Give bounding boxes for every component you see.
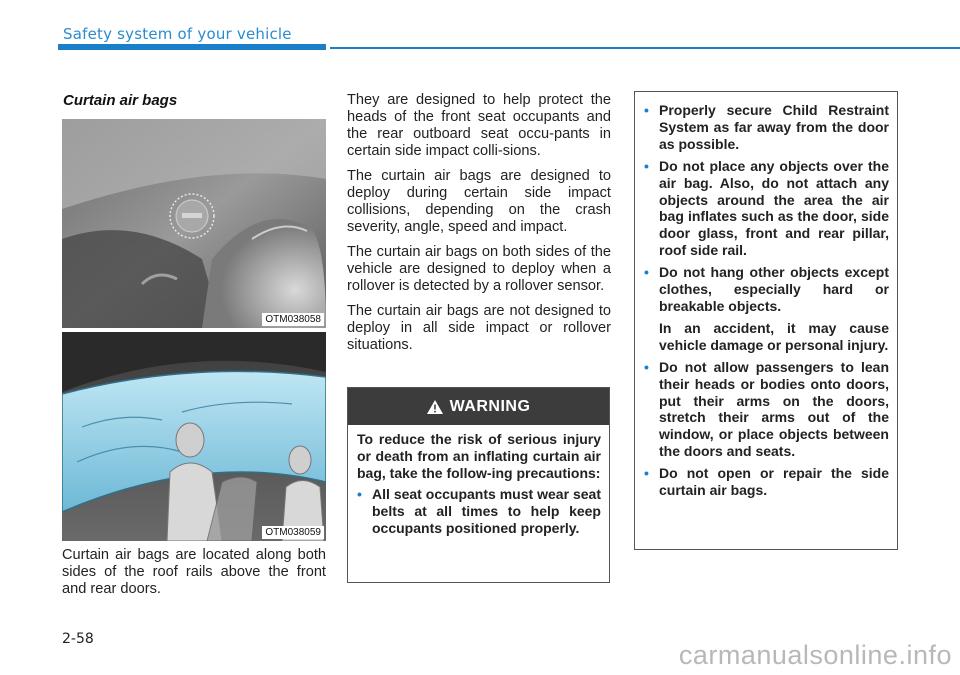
header-rule-thick — [58, 44, 326, 50]
page-heading: Curtain air bags — [63, 92, 178, 109]
bullet-icon: • — [357, 486, 362, 503]
bullet-icon: • — [644, 157, 649, 174]
watermark: carmanualsonline.info — [678, 640, 952, 670]
warning-intro: To reduce the risk of serious injury or death from an inflating curtain air bag, take the follow-ing precautions: — [357, 431, 601, 481]
warning-triangle-icon — [427, 400, 443, 414]
bullet-icon: • — [644, 465, 649, 482]
left-caption — [62, 547, 326, 606]
body-paragraph: The curtain air bags are designed to deploy during certain side impact collisions, depending on the crash severity, angle, speed and impact. — [347, 168, 611, 235]
figure-label: OTM038058 — [262, 313, 324, 326]
warning-bullet-item — [357, 486, 601, 536]
warning-title: WARNING — [449, 397, 531, 415]
bullet-icon: • — [644, 102, 649, 118]
precaution-text: Do not allow passengers to lean their heads or bodies onto doors, put their arms on the doors, stretch their arms out of the window, or place objects between the doors and seats. — [659, 358, 889, 460]
precaution-text: Do not place any objects over the air bag. Also, do not attach any objects around the area the air bag inflates such as the door, side door glass, front and rear pillar, roof side rail. — [659, 157, 889, 259]
precautions-box — [634, 91, 898, 550]
header-rule-thin — [330, 47, 960, 49]
precaution-item — [644, 102, 889, 153]
interior-photo-2 — [62, 332, 326, 541]
precaution-item — [644, 264, 889, 315]
bullet-icon: • — [644, 358, 649, 375]
figure-curtain-airbag-emblem — [62, 119, 326, 328]
precaution-text: Do not open or repair the side curtain air bags. — [659, 465, 889, 499]
caption-paragraph: Curtain air bags are located along both sides of the roof rails above the front and rear doors. — [62, 547, 326, 597]
bullet-icon: • — [644, 264, 649, 281]
middle-column — [347, 92, 611, 362]
precaution-note: In an accident, it may cause vehicle damage or personal injury. — [659, 319, 889, 353]
interior-photo-1 — [62, 119, 326, 328]
precaution-item — [644, 465, 889, 499]
page-number: 2-58 — [62, 631, 94, 647]
precaution-text: Properly secure Child Restraint System as far away from the door as possible. — [659, 102, 889, 152]
warning-body — [348, 425, 609, 537]
warning-box — [347, 387, 610, 583]
figure-curtain-airbag-deployed — [62, 332, 326, 541]
precaution-text: Do not hang other objects except clothes, especially hard or breakable objects. — [659, 264, 889, 314]
warning-bullet-text: All seat occupants must wear seat belts at all times to help keep occupants positioned properly. — [372, 486, 601, 536]
precaution-item — [644, 359, 889, 460]
section-title: Safety system of your vehicle — [63, 25, 292, 43]
body-paragraph: The curtain air bags on both sides of the vehicle are designed to deploy when a rollover is detected by a rollover sensor. — [347, 244, 611, 294]
warning-header — [348, 388, 609, 425]
body-paragraph: They are designed to help protect the heads of the front seat occupants and the rear outboard seat occu-pants in certain side impact colli-sions. — [347, 92, 611, 159]
body-paragraph: The curtain air bags are not designed to deploy in all side impact or rollover situations. — [347, 303, 611, 353]
precaution-item — [644, 158, 889, 259]
figure-label: OTM038059 — [262, 526, 324, 539]
